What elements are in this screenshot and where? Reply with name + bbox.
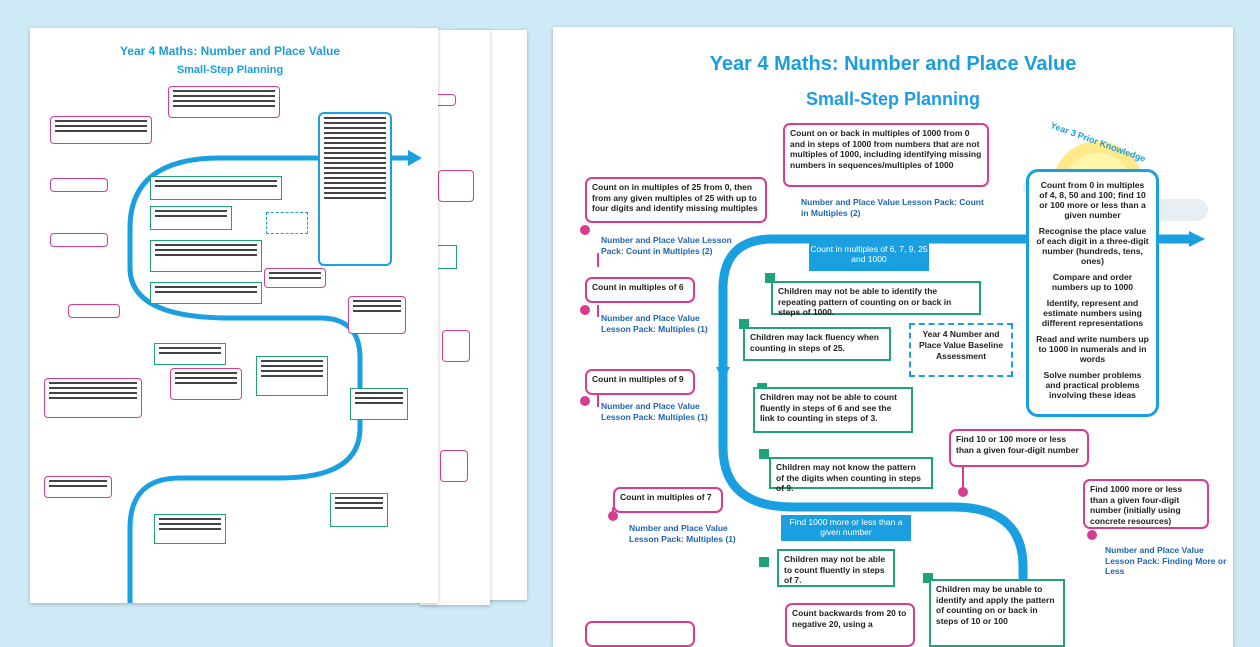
thumbnail-step bbox=[50, 116, 152, 144]
lesson-pack-link[interactable]: Number and Place Value Lesson Pack: Multiples (1) bbox=[601, 313, 708, 334]
misconception-box: Children may not be able to identify the repeating pattern of counting on or back in steps of 1000. bbox=[771, 281, 981, 315]
lesson-pack-link[interactable]: Number and Place Value Lesson Pack: Count in Multiples (2) bbox=[801, 197, 984, 218]
thumbnail-assessment bbox=[266, 212, 308, 234]
step-box: Find 10 or 100 more or less than a given four-digit number bbox=[949, 429, 1089, 467]
thumbnail-step bbox=[68, 304, 120, 318]
misconception-box: Children may not be able to count fluently in steps of 6 and see the link to counting in steps of 3. bbox=[753, 387, 913, 433]
lesson-pack-link[interactable]: Number and Place Value Lesson Pack: Multiples (1) bbox=[629, 523, 736, 544]
prior-item: Compare and order numbers up to 1000 bbox=[1051, 272, 1134, 292]
thumbnail-misconception bbox=[150, 206, 232, 230]
thumbnail-step bbox=[168, 86, 280, 118]
prior-item: Recognise the place value of each digit in a three-digit number (hundreds, tens, ones) bbox=[1036, 226, 1149, 266]
thumbnail-page bbox=[30, 28, 438, 603]
thumbnail-misconception bbox=[154, 343, 226, 365]
page-title: Year 4 Maths: Number and Place Value bbox=[709, 53, 1077, 75]
lesson-pack-link[interactable]: Number and Place Value Lesson Pack: Finding More or Less bbox=[1105, 545, 1227, 577]
thumbnail-misconception bbox=[154, 514, 226, 544]
thumbnail-step bbox=[264, 268, 326, 288]
step-box: Count in multiples of 6 bbox=[585, 277, 695, 303]
step-marker bbox=[580, 305, 590, 315]
thumbnail-misconception bbox=[256, 356, 328, 396]
step-box bbox=[585, 621, 695, 647]
step-box: Count in multiples of 9 bbox=[585, 369, 695, 395]
thumbnail-misconception bbox=[150, 176, 282, 200]
thumbnail-subtitle: Small-Step Planning bbox=[176, 64, 284, 76]
thumbnail-prior-knowledge bbox=[318, 112, 392, 266]
planning-page bbox=[553, 27, 1233, 647]
step-marker bbox=[580, 396, 590, 406]
step-box: Count in multiples of 7 bbox=[613, 487, 723, 513]
page-thumbnail-box bbox=[440, 450, 468, 482]
thumbnail-misconception bbox=[350, 388, 408, 420]
lesson-pack-link[interactable]: Number and Place Value Lesson Pack: Multiples (1) bbox=[601, 401, 708, 422]
misconception-box: Children may be unable to identify and apply the pattern of counting on or back in steps of 10 or 100 bbox=[929, 579, 1065, 647]
baseline-assessment-link[interactable]: Year 4 Number and Place Value Baseline Assessment bbox=[909, 323, 1013, 377]
step-marker bbox=[1087, 530, 1097, 540]
thumbnail-step bbox=[50, 233, 108, 247]
step-box: Count backwards from 20 to negative 20, using a bbox=[785, 603, 915, 647]
thumbnail-step bbox=[348, 296, 406, 334]
prior-item: Solve number problems and practical problems involving these ideas bbox=[1043, 370, 1142, 400]
prior-knowledge-label: Year 3 Prior Knowledge bbox=[1049, 120, 1147, 164]
misconception-box: Children may lack fluency when counting in steps of 25. bbox=[743, 327, 891, 361]
prior-item: Identify, represent and estimate numbers using different representations bbox=[1041, 298, 1144, 328]
page-thumbnail-box bbox=[438, 170, 474, 202]
prior-item: Read and write numbers up to 1000 in numerals and in words bbox=[1036, 334, 1149, 364]
step-box: Find 1000 more or less than a given four-digit number (initially using concrete resources) bbox=[1083, 479, 1209, 529]
prior-item: Count from 0 in multiples of 4, 8, 50 and 100; find 10 or 100 more or less than a given number bbox=[1039, 180, 1146, 220]
page-thumbnail-box bbox=[442, 330, 470, 362]
thumbnail-title: Year 4 Maths: Number and Place Value bbox=[119, 44, 341, 58]
objective-banner: Find 1000 more or less than a given number bbox=[781, 515, 911, 541]
step-marker bbox=[580, 225, 590, 235]
thumbnail-misconception bbox=[330, 493, 388, 527]
step-marker bbox=[958, 487, 968, 497]
lesson-pack-link[interactable]: Number and Place Value Lesson Pack: Count in Multiples (2) bbox=[601, 235, 732, 256]
thumbnail-step bbox=[44, 378, 142, 418]
prior-knowledge-box bbox=[1026, 169, 1159, 417]
objective-banner: Count in multiples of 6, 7, 9, 25 and 1000 bbox=[809, 241, 929, 271]
misconception-marker bbox=[759, 449, 769, 459]
step-box: Count on or back in multiples of 1000 from 0 and in steps of 1000 from numbers that are not multiples of 1000, including identifying missing numbers in sequences/multiples of 1000 bbox=[783, 123, 989, 187]
thumbnail-step bbox=[44, 476, 112, 498]
thumbnail-step bbox=[50, 178, 108, 192]
thumbnail-step bbox=[170, 368, 242, 400]
step-box: Count on in multiples of 25 from 0, then from any given multiples of 25 with up to four digits and identify missing multiples bbox=[585, 177, 767, 223]
misconception-marker bbox=[759, 557, 769, 567]
misconception-box: Children may not be able to count fluently in steps of 7. bbox=[777, 549, 895, 587]
misconception-box: Children may not know the pattern of the digits when counting in steps of 9. bbox=[769, 457, 933, 489]
step-marker bbox=[608, 511, 618, 521]
page-subtitle: Small-Step Planning bbox=[805, 89, 981, 109]
thumbnail-misconception bbox=[150, 240, 262, 272]
thumbnail-misconception bbox=[150, 282, 262, 304]
